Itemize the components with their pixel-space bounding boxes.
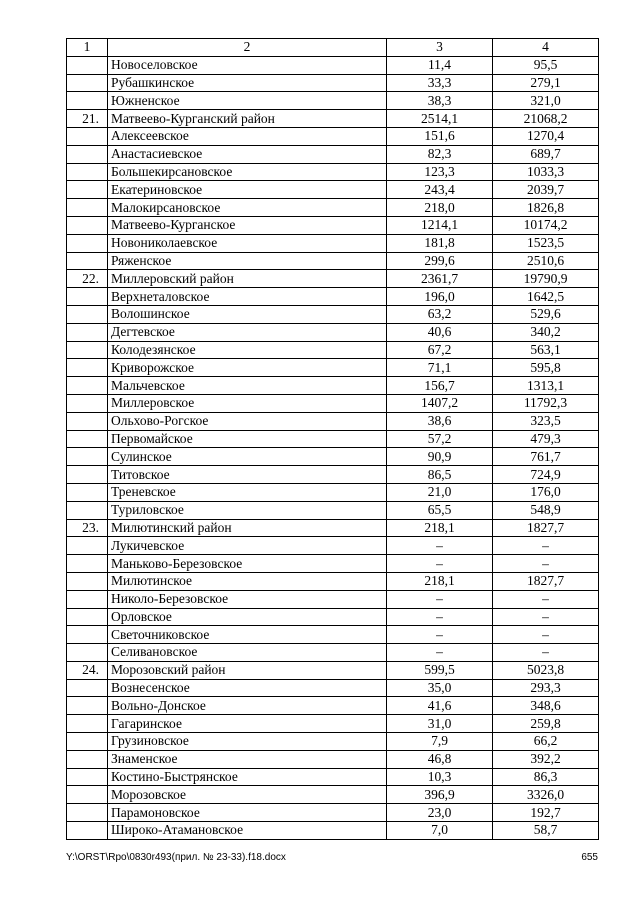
row-number-cell xyxy=(67,483,108,501)
name-cell: Грузиновское xyxy=(108,733,387,751)
value-col4-cell: 1033,3 xyxy=(493,163,599,181)
value-col4-cell: 176,0 xyxy=(493,483,599,501)
value-col4-cell: – xyxy=(493,555,599,573)
row-number-cell xyxy=(67,199,108,217)
value-col4-cell: 1313,1 xyxy=(493,377,599,395)
value-col4-cell: 348,6 xyxy=(493,697,599,715)
value-col3-cell: 156,7 xyxy=(387,377,493,395)
footer-file-path: Y:\ORST\Rpo\0830r493(прил. № 23-33).f18.docx xyxy=(66,852,286,863)
name-cell: Маньково-Березовское xyxy=(108,555,387,573)
value-col4-cell: 1827,7 xyxy=(493,519,599,537)
row-number-cell xyxy=(67,679,108,697)
table-row xyxy=(67,750,599,768)
value-col4-cell: 86,3 xyxy=(493,768,599,786)
table-row xyxy=(67,572,599,590)
name-cell: Титовское xyxy=(108,466,387,484)
value-col3-cell: 35,0 xyxy=(387,679,493,697)
name-cell: Криворожское xyxy=(108,359,387,377)
table-row xyxy=(67,92,599,110)
value-col3-cell: 218,1 xyxy=(387,572,493,590)
value-col4-cell: 3326,0 xyxy=(493,786,599,804)
name-cell: Знаменское xyxy=(108,750,387,768)
table-row xyxy=(67,270,599,288)
name-cell: Вольно-Донское xyxy=(108,697,387,715)
value-col4-cell: 2039,7 xyxy=(493,181,599,199)
table-row xyxy=(67,110,599,128)
table-body xyxy=(67,39,599,840)
row-number-cell: 21. xyxy=(67,110,108,128)
table-row xyxy=(67,56,599,74)
value-col4-cell: 340,2 xyxy=(493,323,599,341)
value-col4-cell: 21068,2 xyxy=(493,110,599,128)
value-col4-cell: 66,2 xyxy=(493,733,599,751)
name-cell: Новониколаевское xyxy=(108,234,387,252)
value-col3-cell: – xyxy=(387,555,493,573)
table-row xyxy=(67,252,599,270)
table-header-row xyxy=(67,39,599,57)
table-row xyxy=(67,768,599,786)
row-number-cell xyxy=(67,252,108,270)
value-col4-cell: 595,8 xyxy=(493,359,599,377)
table-row xyxy=(67,199,599,217)
value-col4-cell: 1642,5 xyxy=(493,288,599,306)
value-col4-cell: 1523,5 xyxy=(493,234,599,252)
value-col3-cell: 7,9 xyxy=(387,733,493,751)
value-col3-cell: 218,0 xyxy=(387,199,493,217)
name-cell: Колодезянское xyxy=(108,341,387,359)
row-number-cell xyxy=(67,626,108,644)
value-col3-cell: 11,4 xyxy=(387,56,493,74)
value-col4-cell: 5023,8 xyxy=(493,661,599,679)
value-col3-cell: 40,6 xyxy=(387,323,493,341)
row-number-cell xyxy=(67,74,108,92)
value-col4-cell: 1270,4 xyxy=(493,127,599,145)
name-cell: Верхнеталовское xyxy=(108,288,387,306)
value-col4-cell: 1827,7 xyxy=(493,572,599,590)
value-col3-cell: – xyxy=(387,590,493,608)
name-cell: Екатериновское xyxy=(108,181,387,199)
row-number-cell xyxy=(67,555,108,573)
name-cell: Дегтевское xyxy=(108,323,387,341)
value-col3-cell: 41,6 xyxy=(387,697,493,715)
row-number-cell xyxy=(67,377,108,395)
table-row xyxy=(67,394,599,412)
table-row xyxy=(67,377,599,395)
value-col3-cell: 31,0 xyxy=(387,715,493,733)
value-col3-cell: 38,3 xyxy=(387,92,493,110)
value-col4-cell: 11792,3 xyxy=(493,394,599,412)
value-col3-cell: 599,5 xyxy=(387,661,493,679)
value-col3-cell: 38,6 xyxy=(387,412,493,430)
name-cell: Треневское xyxy=(108,483,387,501)
row-number-cell: 23. xyxy=(67,519,108,537)
name-cell: Морозовское xyxy=(108,786,387,804)
value-col4-cell: 259,8 xyxy=(493,715,599,733)
value-col3-cell: 196,0 xyxy=(387,288,493,306)
value-col4-cell: 192,7 xyxy=(493,804,599,822)
value-col4-cell: – xyxy=(493,644,599,662)
row-number-cell xyxy=(67,448,108,466)
value-col3-cell: 63,2 xyxy=(387,305,493,323)
row-number-cell xyxy=(67,145,108,163)
value-col3-cell: – xyxy=(387,644,493,662)
table-row xyxy=(67,804,599,822)
value-col4-cell: 279,1 xyxy=(493,74,599,92)
value-col4-cell: 10174,2 xyxy=(493,216,599,234)
name-cell: Милютинский район xyxy=(108,519,387,537)
row-number-cell xyxy=(67,412,108,430)
table-row xyxy=(67,537,599,555)
name-cell: Южненское xyxy=(108,92,387,110)
name-cell: Первомайское xyxy=(108,430,387,448)
row-number-cell xyxy=(67,537,108,555)
name-cell: Светочниковское xyxy=(108,626,387,644)
row-number-cell xyxy=(67,92,108,110)
name-cell: Большекирсановское xyxy=(108,163,387,181)
row-number-cell xyxy=(67,394,108,412)
table-row xyxy=(67,608,599,626)
row-number-cell xyxy=(67,466,108,484)
value-col4-cell: 321,0 xyxy=(493,92,599,110)
row-number-cell xyxy=(67,501,108,519)
value-col3-cell: 396,9 xyxy=(387,786,493,804)
row-number-cell xyxy=(67,288,108,306)
value-col4-cell: 95,5 xyxy=(493,56,599,74)
table-row xyxy=(67,661,599,679)
name-cell: Малокирсановское xyxy=(108,199,387,217)
row-number-cell xyxy=(67,768,108,786)
table-row xyxy=(67,697,599,715)
name-cell: Широко-Атамановское xyxy=(108,822,387,840)
name-cell: Туриловское xyxy=(108,501,387,519)
name-cell: Морозовский район xyxy=(108,661,387,679)
table-row xyxy=(67,359,599,377)
table-row xyxy=(67,163,599,181)
row-number-cell xyxy=(67,216,108,234)
row-number-cell: 24. xyxy=(67,661,108,679)
header-cell-col3: 3 xyxy=(387,39,493,57)
value-col4-cell: 724,9 xyxy=(493,466,599,484)
footer-page-number: 655 xyxy=(581,852,598,863)
row-number-cell xyxy=(67,572,108,590)
table-row xyxy=(67,216,599,234)
value-col3-cell: 23,0 xyxy=(387,804,493,822)
table-row xyxy=(67,555,599,573)
value-col3-cell: 123,3 xyxy=(387,163,493,181)
value-col3-cell: 67,2 xyxy=(387,341,493,359)
row-number-cell xyxy=(67,305,108,323)
row-number-cell xyxy=(67,430,108,448)
value-col3-cell: 33,3 xyxy=(387,74,493,92)
value-col4-cell: – xyxy=(493,626,599,644)
row-number-cell xyxy=(67,163,108,181)
table-row xyxy=(67,323,599,341)
name-cell: Сулинское xyxy=(108,448,387,466)
value-col3-cell: 65,5 xyxy=(387,501,493,519)
table-row xyxy=(67,822,599,840)
value-col3-cell: 299,6 xyxy=(387,252,493,270)
name-cell: Матвеево-Курганское xyxy=(108,216,387,234)
value-col3-cell: 218,1 xyxy=(387,519,493,537)
name-cell: Новоселовское xyxy=(108,56,387,74)
row-number-cell: 22. xyxy=(67,270,108,288)
value-col3-cell: 86,5 xyxy=(387,466,493,484)
value-col4-cell: 1826,8 xyxy=(493,199,599,217)
table-row xyxy=(67,430,599,448)
value-col3-cell: – xyxy=(387,537,493,555)
name-cell: Селивановское xyxy=(108,644,387,662)
row-number-cell xyxy=(67,750,108,768)
value-col3-cell: – xyxy=(387,626,493,644)
value-col4-cell: – xyxy=(493,608,599,626)
table-row xyxy=(67,733,599,751)
table-row xyxy=(67,679,599,697)
value-col3-cell: 71,1 xyxy=(387,359,493,377)
table-row xyxy=(67,412,599,430)
name-cell: Парамоновское xyxy=(108,804,387,822)
value-col4-cell: 2510,6 xyxy=(493,252,599,270)
value-col4-cell: 58,7 xyxy=(493,822,599,840)
row-number-cell xyxy=(67,733,108,751)
name-cell: Лукичевское xyxy=(108,537,387,555)
name-cell: Вознесенское xyxy=(108,679,387,697)
data-table xyxy=(66,38,599,840)
row-number-cell xyxy=(67,715,108,733)
row-number-cell xyxy=(67,786,108,804)
value-col4-cell: 19790,9 xyxy=(493,270,599,288)
table-row xyxy=(67,483,599,501)
name-cell: Миллеровское xyxy=(108,394,387,412)
table-row xyxy=(67,145,599,163)
name-cell: Орловское xyxy=(108,608,387,626)
name-cell: Анастасиевское xyxy=(108,145,387,163)
table-row xyxy=(67,626,599,644)
table-row xyxy=(67,590,599,608)
value-col4-cell: – xyxy=(493,590,599,608)
value-col4-cell: 563,1 xyxy=(493,341,599,359)
name-cell: Ольхово-Рогское xyxy=(108,412,387,430)
table-row xyxy=(67,234,599,252)
row-number-cell xyxy=(67,323,108,341)
table-row xyxy=(67,466,599,484)
header-cell-col2: 2 xyxy=(108,39,387,57)
table-row xyxy=(67,127,599,145)
value-col3-cell: 243,4 xyxy=(387,181,493,199)
value-col3-cell: 57,2 xyxy=(387,430,493,448)
table-row xyxy=(67,181,599,199)
value-col3-cell: 151,6 xyxy=(387,127,493,145)
header-cell-col4: 4 xyxy=(493,39,599,57)
name-cell: Костино-Быстрянское xyxy=(108,768,387,786)
row-number-cell xyxy=(67,181,108,199)
name-cell: Николо-Березовское xyxy=(108,590,387,608)
name-cell: Гагаринское xyxy=(108,715,387,733)
value-col3-cell: 46,8 xyxy=(387,750,493,768)
table-row xyxy=(67,341,599,359)
name-cell: Рубашкинское xyxy=(108,74,387,92)
value-col3-cell: 90,9 xyxy=(387,448,493,466)
table-row xyxy=(67,501,599,519)
row-number-cell xyxy=(67,608,108,626)
value-col3-cell: 2361,7 xyxy=(387,270,493,288)
row-number-cell xyxy=(67,359,108,377)
value-col3-cell: 1407,2 xyxy=(387,394,493,412)
name-cell: Милютинское xyxy=(108,572,387,590)
value-col4-cell: 761,7 xyxy=(493,448,599,466)
value-col3-cell: 2514,1 xyxy=(387,110,493,128)
name-cell: Миллеровский район xyxy=(108,270,387,288)
table-row xyxy=(67,74,599,92)
row-number-cell xyxy=(67,56,108,74)
value-col3-cell: – xyxy=(387,608,493,626)
name-cell: Мальчевское xyxy=(108,377,387,395)
value-col4-cell: 293,3 xyxy=(493,679,599,697)
name-cell: Алексеевское xyxy=(108,127,387,145)
name-cell: Волошинское xyxy=(108,305,387,323)
value-col3-cell: 1214,1 xyxy=(387,216,493,234)
row-number-cell xyxy=(67,804,108,822)
row-number-cell xyxy=(67,644,108,662)
table-row xyxy=(67,715,599,733)
value-col3-cell: 82,3 xyxy=(387,145,493,163)
header-cell-col1: 1 xyxy=(67,39,108,57)
value-col4-cell: 323,5 xyxy=(493,412,599,430)
row-number-cell xyxy=(67,822,108,840)
value-col4-cell: 529,6 xyxy=(493,305,599,323)
table-row xyxy=(67,288,599,306)
name-cell: Ряженское xyxy=(108,252,387,270)
row-number-cell xyxy=(67,590,108,608)
table-row xyxy=(67,519,599,537)
table-row xyxy=(67,305,599,323)
row-number-cell xyxy=(67,234,108,252)
table-row xyxy=(67,786,599,804)
row-number-cell xyxy=(67,127,108,145)
value-col3-cell: 21,0 xyxy=(387,483,493,501)
value-col4-cell: 392,2 xyxy=(493,750,599,768)
value-col4-cell: 479,3 xyxy=(493,430,599,448)
value-col3-cell: 10,3 xyxy=(387,768,493,786)
value-col4-cell: 548,9 xyxy=(493,501,599,519)
table-row xyxy=(67,448,599,466)
value-col4-cell: 689,7 xyxy=(493,145,599,163)
table-row xyxy=(67,644,599,662)
value-col3-cell: 7,0 xyxy=(387,822,493,840)
name-cell: Матвеево-Курганский район xyxy=(108,110,387,128)
row-number-cell xyxy=(67,697,108,715)
value-col4-cell: – xyxy=(493,537,599,555)
row-number-cell xyxy=(67,341,108,359)
value-col3-cell: 181,8 xyxy=(387,234,493,252)
